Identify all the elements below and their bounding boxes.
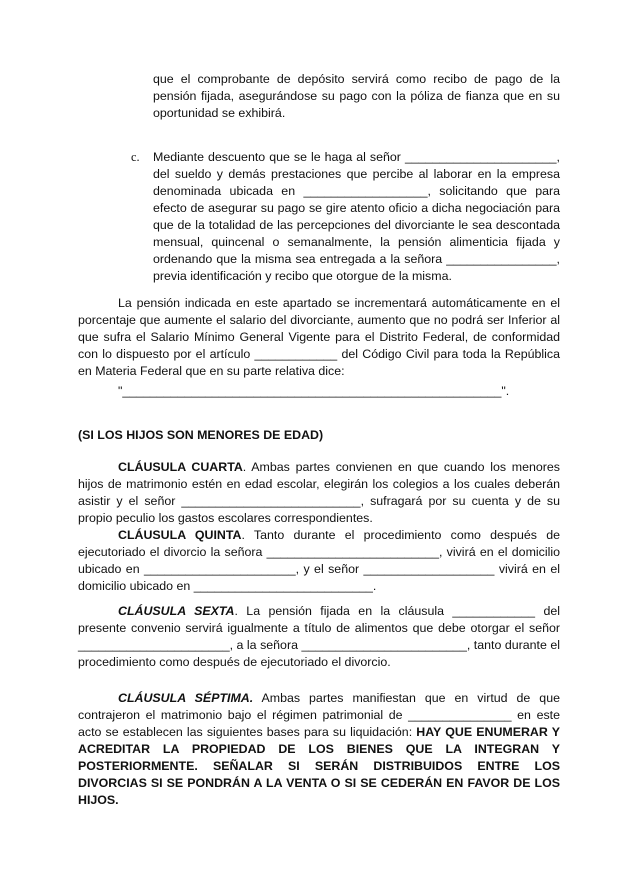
- quote-line: "_______________________________________________________".: [118, 384, 510, 398]
- item-c-paragraph: Mediante descuento que se le haga al señor ______________________, del sueldo y demás prestaciones que percibe al laborar en la empresa denominada ubicada en __________________, solicitando que para efecto de asegurar su pago se gire atento oficio a dicha negociación para que de la totalidad de las percepciones del divorciante le sea descontada mensual, quincenal o semanalmente, la pensión alimenticia fijada y ordenando que la misma sea entregada a la señora ________________, previa identificación y recibo que otorgue de la misma.: [153, 150, 560, 283]
- clausula-septima-paragraph: [78, 690, 560, 809]
- clausula-cuarta-text: . Ambas partes convienen en que cuando los menores hijos de matrimonio estén en edad escolar, elegirán los colegios a los cuales deberán asistir y el señor __________________________, sufragará por su cuenta y de su propio peculio los gastos escolares correspondientes.: [78, 460, 560, 525]
- clausula-cuarta-paragraph: [78, 459, 560, 527]
- clausula-quinta-text: . Tanto durante el procedimiento como después de ejecutoriado el divorcio la señora _________________________, vivirá en el domicilio ubicado en ______________________, y el señor ___________________ vivirá en el domicilio ubicado en __________________________.: [78, 528, 560, 593]
- clausula-septima-title: CLÁUSULA SÉPTIMA.: [118, 691, 254, 705]
- clausula-quinta-title: CLÁUSULA QUINTA: [118, 528, 242, 542]
- item-c-marker: c.: [131, 150, 140, 164]
- clausula-sexta-text: . La pensión fijada en la cláusula ____________ del presente convenio servirá igualmente a título de alimentos que debe otorgar el señor ______________________, a la señora ________________________, tanto durante el procedimiento como después de ejecutoriado el divorcio.: [78, 604, 560, 669]
- increment-paragraph: La pensión indicada en este apartado se incrementará automáticamente en el porcentaje que aumente el salario del divorciante, aumento que no podrá ser Inferior al que sufra el Salario Mínimo General Vigente para el Distrito Federal, de conformidad con lo dispuesto por el artículo ____________ del Código Civil para toda la República en Materia Federal que en su parte relativa dice:: [78, 296, 560, 378]
- clausula-septima-emphasis: HAY QUE ENUMERAR Y ACREDITAR LA PROPIEDAD DE LOS BIENES QUE LA INTEGRAN Y POSTERIORMENTE. SEÑALAR SI SERÁN DISTRIBUIDOS ENTRE LOS DIVORCIAS SI SE PONDRÁN A LA VENTA O SI SE CEDERÁN EN FAVOR DE LOS HIJOS.: [78, 725, 560, 807]
- minors-heading: (SI LOS HIJOS SON MENORES DE EDAD): [78, 428, 324, 442]
- clausula-quinta-paragraph: [78, 527, 560, 595]
- clausula-sexta-paragraph: [78, 603, 560, 671]
- clausula-septima-text: Ambas partes manifiestan que en virtud de que contrajeron el matrimonio bajo el régimen patrimonial de _______________ en este acto se establecen las siguientes bases para su liquidación:: [78, 691, 560, 739]
- clausula-sexta-title: CLÁUSULA SEXTA: [118, 604, 235, 618]
- block-top-paragraph: que el comprobante de depósito servirá como recibo de pago de la pensión fijada, asegurándose su pago con la póliza de fianza que en su oportunidad se exhibirá.: [153, 72, 560, 120]
- clausula-cuarta-title: CLÁUSULA CUARTA: [118, 460, 243, 474]
